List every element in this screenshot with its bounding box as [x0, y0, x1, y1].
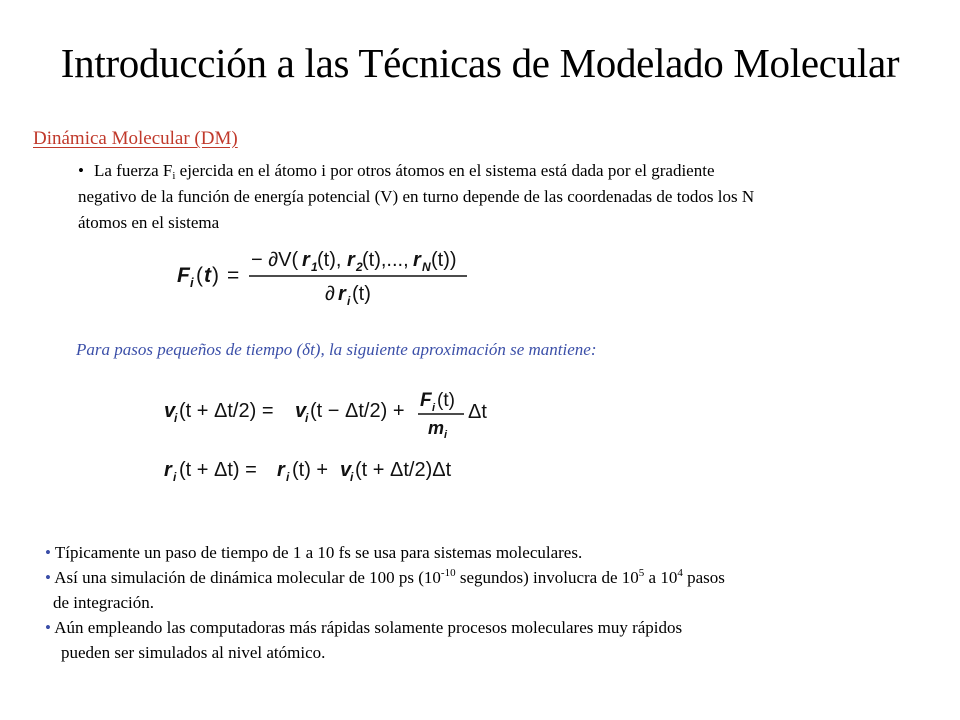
force-paragraph-line1: • La fuerza $F_i$ ejercida en el átomo i por otros átomos en el sistema está dada por el gradiente: [78, 158, 938, 184]
force-paragraph: [78, 158, 938, 236]
section-heading[interactable]: Dinámica Molecular (DM): [33, 128, 238, 149]
svg-text:(t)): (t)): [431, 249, 457, 271]
svg-text:i: i: [173, 470, 177, 484]
svg-text:t: t: [204, 264, 211, 287]
svg-text:r: r: [338, 283, 346, 305]
force-paragraph-line2: negativo de la función de energía potencial (V) en turno depende de las coordenadas de todos los N: [78, 187, 755, 206]
svg-text:v: v: [164, 400, 176, 422]
bullet-marker: •: [45, 568, 51, 587]
bullet-marker: •: [45, 543, 51, 562]
svg-text:(: (: [196, 264, 203, 287]
svg-text:(t) +: (t) +: [292, 459, 329, 481]
svg-text:=: =: [227, 264, 240, 287]
list-item: • Así una simulación de dinámica molecular de 100 ps ($10^{-10}$ segundos) involucra de $10^5$ a $10^4$ pasos: [45, 567, 725, 587]
svg-text:r: r: [302, 249, 310, 271]
svg-text:i: i: [286, 470, 290, 484]
bullet-marker: •: [45, 618, 51, 637]
force-paragraph-line3: átomos en el sistema: [78, 213, 220, 232]
svg-text:F: F: [177, 264, 190, 287]
svg-text:i: i: [444, 429, 448, 441]
svg-text:(t): (t): [437, 390, 455, 411]
leapfrog-equations: [162, 376, 502, 488]
svg-text:(t + Δt) =: (t + Δt) =: [179, 459, 257, 481]
svg-text:2: 2: [356, 260, 363, 274]
svg-text:(t + Δt/2)Δt: (t + Δt/2)Δt: [355, 459, 452, 481]
svg-text:i: i: [350, 470, 354, 484]
svg-text:m: m: [428, 418, 445, 438]
bullet-marker: •: [78, 161, 84, 180]
svg-text:i: i: [174, 411, 178, 425]
svg-text:i: i: [190, 275, 194, 290]
svg-text:v: v: [295, 400, 307, 422]
svg-text:r: r: [413, 249, 421, 271]
list-item-continuation: pueden ser simulados al nivel atómico.: [61, 643, 326, 662]
svg-text:): ): [212, 264, 219, 287]
svg-text:r: r: [277, 459, 285, 481]
svg-text:v: v: [340, 459, 352, 481]
svg-text:N: N: [422, 260, 431, 274]
list-item: • Típicamente un paso de tiempo de 1 a 10 fs se usa para sistemas moleculares.: [45, 543, 583, 562]
svg-text:F: F: [420, 390, 432, 411]
svg-text:(t): (t): [352, 283, 371, 305]
svg-text:− ∂V(: − ∂V(: [251, 249, 299, 271]
svg-text:(t − Δt/2) +: (t − Δt/2) +: [310, 400, 405, 422]
svg-text:i: i: [347, 294, 351, 308]
svg-text:(t),...,: (t),...,: [362, 249, 409, 271]
svg-text:i: i: [432, 402, 436, 414]
svg-text:1: 1: [311, 260, 318, 274]
svg-text:i: i: [305, 411, 309, 425]
svg-text:r: r: [164, 459, 172, 481]
svg-text:Δt: Δt: [468, 401, 487, 423]
list-item: • Aún empleando las computadoras más rápidas solamente procesos moleculares muy rápidos: [45, 618, 683, 637]
notes-list: [45, 540, 945, 665]
svg-text:r: r: [347, 249, 355, 271]
svg-text:∂: ∂: [325, 283, 335, 305]
force-equation: [175, 246, 475, 310]
approximation-intro: Para pasos pequeños de tiempo (δt), la siguiente aproximación se mantiene:: [76, 340, 597, 359]
list-item-continuation: de integración.: [53, 593, 155, 612]
svg-text:(t + Δt/2) =: (t + Δt/2) =: [179, 400, 274, 422]
page-title: Introducción a las Técnicas de Modelado Molecular: [60, 40, 900, 86]
svg-text:(t),: (t),: [317, 249, 342, 271]
